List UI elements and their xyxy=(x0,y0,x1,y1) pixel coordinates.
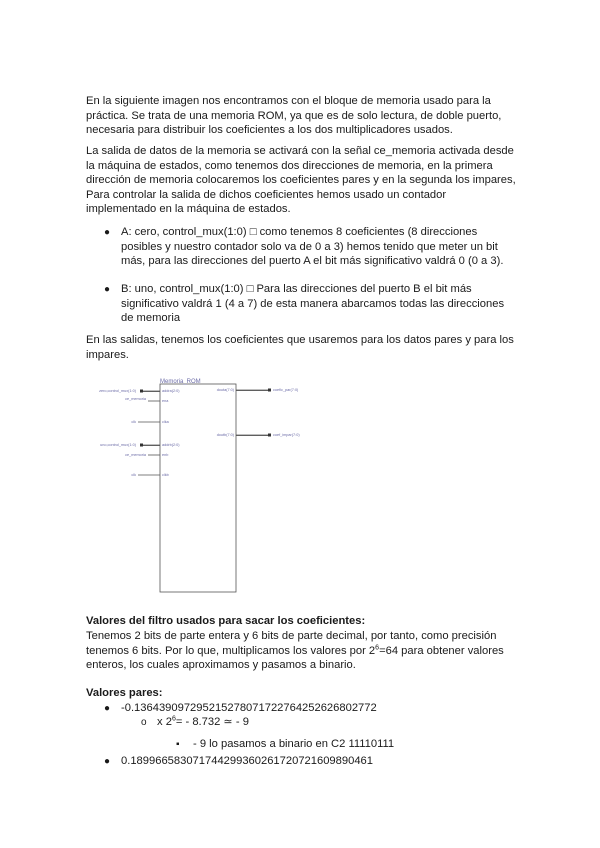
memory-rom-block-diagram xyxy=(88,374,348,596)
port-label: douta(7:0) xyxy=(216,388,234,392)
coefficients-heading: Valores del filtro usados para sacar los coeficientes: xyxy=(86,615,366,627)
memory-rom-block xyxy=(160,384,236,592)
port-label: addra(2:0) xyxy=(162,389,180,393)
precision-paragraph: Tenemos 2 bits de parte entera y 6 bits de parte decimal, por tanto, como precisión tenemos 6 bits. Por lo que, multiplicamos los valores por $2^6=64$ para obtener valores enteros, los cuales aproximamos y pasamos a binario. xyxy=(86,630,504,672)
port-label: clka xyxy=(162,420,169,424)
description-paragraph: La salida de datos de la memoria se activará con la señal ce_memoria activada desde la máquina de estados, como tenemos dos direcciones de memoria, en la primera dirección de memoria colocaremos los coeficientes pares y en la segunda los impares, Para controlar la salida de dichos coeficientes hemos usado un contador implementado en la máquina de estados. xyxy=(86,145,516,216)
outputs-paragraph: En las salidas, tenemos los coeficientes que usaremos para los datos pares y para los impares. xyxy=(86,334,514,361)
left-port-addra xyxy=(142,391,160,392)
even-value-2: 0.189966583071744299360261720721609890461 xyxy=(121,755,373,767)
bullet-port-a: A: cero, control_mux(1:0) □ como tenemos 8 coeficientes (8 direcciones posibles y nuestro contador solo va de 0 a 3) hemos tenido que meter un bit más, para las direcciones del puerto A el bit más significativo valdrá 0 (0 a 3). xyxy=(121,226,504,268)
signal-label: clk xyxy=(131,473,136,477)
signal-label: uno,control_mux(1:0) xyxy=(100,443,136,447)
bullet-dot: ● xyxy=(104,284,111,295)
signal-label: ce_memoria xyxy=(125,453,146,457)
intro-paragraph: En la siguiente imagen nos encontramos con el bloque de memoria usado para la práctica. Se trata de una memoria ROM, ya que es de solo lectura, de doble puerto, necesaria para distribuir los coeficientes a los dos multiplicadores usados. xyxy=(86,95,502,137)
signal-label: zero,control_mux(1:0) xyxy=(99,389,136,393)
bullet-port-b: B: uno, control_mux(1:0) □ Para las direcciones del puerto B el bit más significativo valdrá 1 (4 a 7) de esta manera abarcamos todas las direcciones de memoria xyxy=(121,283,505,325)
port-label: ena xyxy=(162,399,169,403)
binary-conversion-line: - 9 lo pasamos a binario en C2 11110111 xyxy=(193,738,395,750)
calculation-line: x $2^6= - 8.732$ ≃ - 9 xyxy=(157,715,249,728)
port-label: enb xyxy=(162,453,169,457)
bullet-dot: ● xyxy=(104,756,111,767)
bullet-dot: ● xyxy=(104,703,111,714)
signal-label: coefic_par(7:0) xyxy=(273,388,299,392)
port-label: clkb xyxy=(162,473,169,477)
signal-label: clk xyxy=(131,420,136,424)
memory-rom-title: Memoria_ROM xyxy=(160,379,201,385)
even-value-1: -0.136439097295215278071722764252626802772 xyxy=(121,702,377,714)
signal-label: coef_impar(7:0) xyxy=(273,433,300,437)
signal-label: ce_memoria xyxy=(125,397,146,401)
even-values-heading: Valores pares: xyxy=(86,687,163,699)
bullet-dot: ● xyxy=(104,227,111,238)
port-label: addrb(2:0) xyxy=(162,443,180,447)
port-label: doutb(7:0) xyxy=(216,433,234,437)
sub-bullet-square: ▪ xyxy=(176,739,180,750)
sub-bullet-circle: o xyxy=(141,717,147,728)
